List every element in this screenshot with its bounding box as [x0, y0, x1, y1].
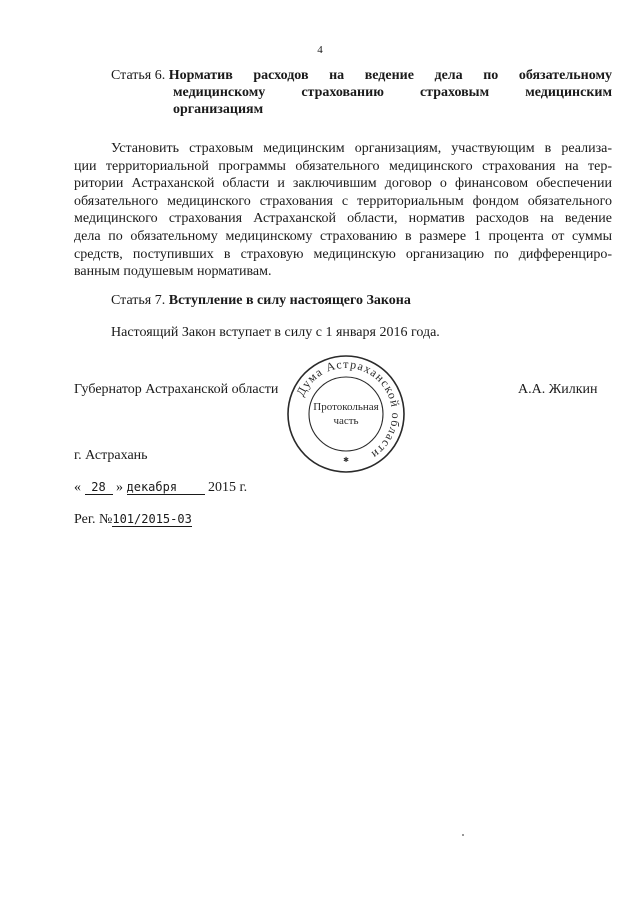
- date-close-quote: »: [116, 480, 123, 495]
- article-7-heading: [111, 292, 612, 309]
- article-6-label: Статья 6. Норматив: [111, 68, 233, 83]
- heading-word: страховым: [419, 85, 490, 100]
- article-6-body: [74, 140, 612, 281]
- date-year: 2015 г.: [208, 480, 248, 495]
- signatory-position: Губернатор Астраханской области: [74, 382, 279, 397]
- article-6-heading-line-3: организациям: [173, 102, 264, 117]
- article-7-body: Настоящий Закон вступает в силу с 1 января 2016 года.: [111, 325, 440, 340]
- registration-value: 101/2015-03: [112, 512, 192, 526]
- body-line: дела по обязательному медицинскому страхованию в размере 1 процента от суммы: [74, 228, 612, 244]
- page-number: 4: [317, 44, 323, 56]
- heading-word: медицинским: [525, 85, 612, 100]
- date-open-quote: «: [74, 480, 81, 495]
- official-seal: [284, 352, 408, 476]
- city: г. Астрахань: [74, 448, 148, 463]
- signing-date: [74, 480, 247, 496]
- body-line: ции территориальной программы обязательного медицинского страхования на тер-: [74, 158, 612, 174]
- body-line: ритории Астраханской области и заключившим договор о финансовом обеспечении: [74, 176, 612, 192]
- body-line: Установить страховым медицинским организациям, участвующим в реализа-: [111, 141, 612, 156]
- article-7-label: Статья 7.: [111, 293, 166, 308]
- heading-word: по: [483, 68, 499, 83]
- heading-word: расходов: [253, 68, 309, 83]
- heading-word: обязательному: [518, 68, 612, 83]
- heading-word: на: [329, 68, 345, 83]
- heading-word: дела: [434, 68, 463, 83]
- body-line: средств, поступивших в страховую медицинскую организацию по дифференциро-: [74, 246, 612, 262]
- article-6-heading-line-2: [173, 84, 612, 101]
- scan-speck: [462, 834, 464, 836]
- body-line: ванным подушевым нормативам.: [74, 264, 272, 280]
- article-6-heading: [111, 67, 612, 118]
- body-line: медицинского страхования Астраханской области, норматив расходов на ведение: [74, 211, 612, 227]
- date-day: 28: [85, 480, 113, 495]
- registration-label: Рег. №: [74, 512, 113, 527]
- article-7-title: Вступление в силу настоящего Закона: [168, 293, 411, 308]
- article-6-heading-line-1: [111, 67, 612, 84]
- date-month: декабря: [127, 480, 205, 495]
- heading-word: страхованию: [301, 85, 384, 100]
- seal-ring-text: Дума Астраханской области: [293, 356, 404, 463]
- star-icon: ✱: [343, 456, 349, 464]
- signatory-name: А.А. Жилкин: [518, 382, 598, 397]
- body-line: обязательного медицинского страхования с территориальным фондом обязательного: [74, 193, 612, 209]
- heading-word: ведение: [364, 68, 414, 83]
- seal-center-line-2: часть: [333, 415, 359, 427]
- heading-word: медицинскому: [173, 85, 266, 100]
- registration-number: [74, 512, 192, 528]
- seal-center-line-1: Протокольная: [313, 401, 379, 413]
